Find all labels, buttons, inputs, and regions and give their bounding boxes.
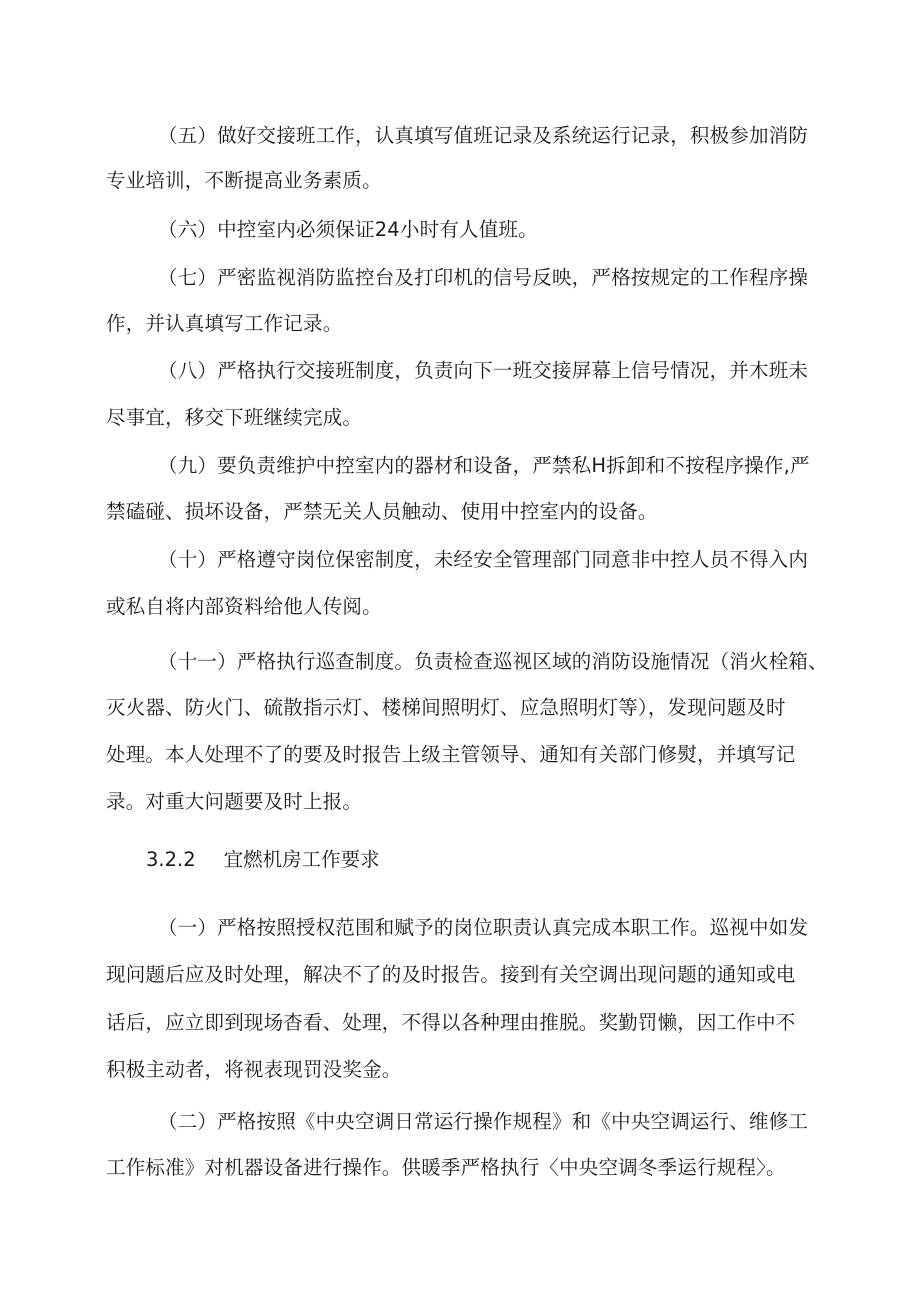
paragraph-8-line-1: （八）严格执行交接班制度，负责向下一班交接屏幕上信号情况，并木班未 xyxy=(158,359,809,382)
paragraph-2-line-1: （二）严格按照《中央空调日常运行操作规程》和《中央空调运行、维修工 xyxy=(158,1110,809,1133)
paragraph-9-line-1: （九）要负责维护中控室内的器材和设备，严禁私H拆卸和不按程序操作,严 xyxy=(158,454,810,477)
paragraph-5-line-1: （五）做好交接班工作，认真填写值班记录及系统运行记录，积极参加消防 xyxy=(158,124,809,147)
paragraph-11-line-1: （十一）严格执行巡查制度。负责检查巡视区域的消防设施情况（消火栓箱、 xyxy=(158,650,828,673)
section-number: 3.2.2 xyxy=(146,848,196,871)
paragraph-11-line-3: 处理。本人处理不了的要及时报告上级主管领导、通知有关部门修熨，并填写记 xyxy=(106,743,796,766)
paragraph-1-line-4: 积极主动者，将视表现罚没奖金。 xyxy=(106,1058,402,1081)
paragraph-1-line-3: 话后，应立即到现场杳看、处理，不得以各种理由推脱。奖勤罚懒，因工作中不 xyxy=(106,1011,796,1034)
section-heading xyxy=(146,846,380,874)
paragraph-8-line-2: 尽事宜，移交下班继续完成。 xyxy=(106,406,363,429)
paragraph-5-line-2: 专业培训，不断提高业务素质。 xyxy=(106,169,382,192)
paragraph-7-line-2: 作，并认真填写工作记录。 xyxy=(106,312,343,335)
paragraph-10-line-1: （十）严格遵守岗位保密制度，未经安全管理部门同意非中控人员不得入内 xyxy=(158,548,809,571)
paragraph-11-line-2: 灭火器、防火门、硫散指示灯、楼梯间照明灯、应急照明灯等），发现问题及时 xyxy=(106,696,786,719)
paragraph-1-line-2: 现问题后应及时处理，解决不了的及时报告。接到有关空调出现问题的通知或电 xyxy=(106,963,796,986)
paragraph-10-line-2: 或私自将内部资料给他人传阅。 xyxy=(106,595,382,618)
paragraph-11-line-4: 录。对重大问题要及时上报。 xyxy=(106,790,363,813)
section-title: 宜燃机房工作要求 xyxy=(223,848,380,871)
paragraph-2-line-2: 工作标准》对机器设备进行操作。供暖季严格执行〈中央空调冬季运行规程〉。 xyxy=(106,1156,786,1179)
paragraph-6-line-1: （六）中控室内必须保证24小时有人值班。 xyxy=(158,218,538,241)
paragraph-9-line-2: 禁磕碰、损坏设备，严禁无关人员触动、使用中控室内的设备。 xyxy=(106,500,658,523)
paragraph-7-line-1: （七）严密监视消防监控台及打印机的信号反映，严格按规定的工作程序操 xyxy=(158,266,809,289)
paragraph-1-line-1: （一）严格按照授权范围和赋予的岗位职责认真完成本职工作。巡视中如发 xyxy=(158,916,809,939)
